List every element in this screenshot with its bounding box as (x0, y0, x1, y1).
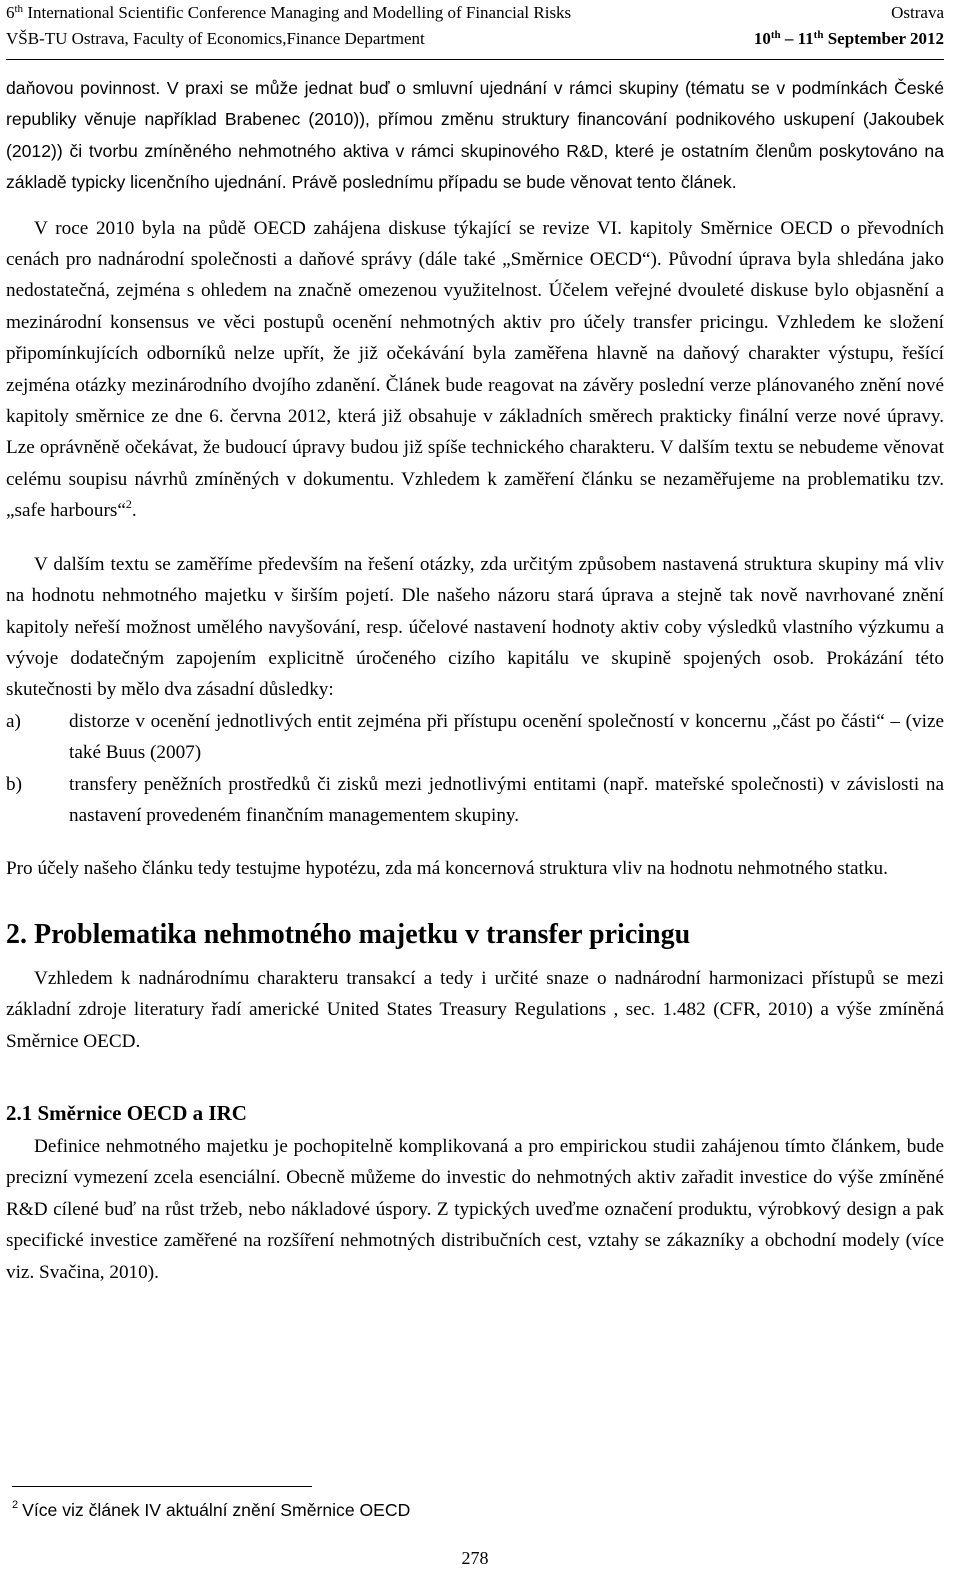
page (6, 0, 944, 1568)
date-day-start: 10 (753, 29, 771, 48)
header-right (754, 0, 944, 52)
header-divider (6, 59, 944, 60)
date-month-year: September 2012 (827, 29, 944, 48)
paragraph-4: Pro účely našeho článku tedy testujme hypotézu, zda má koncernová struktura vliv na hodnotu nehmotného statku. (6, 858, 888, 880)
date-suffix-end: th (813, 29, 824, 41)
subsection-heading: 2.1 Směrnice OECD a IRC (6, 1100, 247, 1125)
page-number: 278 (461, 1548, 489, 1568)
footnote-text: Více viz článek IV aktuální znění Směrnice OECD (22, 1500, 411, 1520)
conference-number: 6 (6, 3, 15, 22)
date-dash: – (784, 29, 794, 48)
footnote-number: 2 (12, 1499, 19, 1511)
paragraph-6: Definice nehmotného majetku je pochopitelně komplikovaná a pro empirickou studii zahájenou tímto článkem, bude precizní vymezení zcela esenciální. Obecně můžeme do investic do nehmotných aktiv zařadit investice do výše zmíněné R&D cílené buď na růst tržeb, nebo nákladové úspory. Z typických uveďme označení produktu, výrobkový design a pak specifické investice zaměřené na rozšíření nehmotných distribučních cest, vztahy se zákazníky a obchodní modely (více viz. Svačina, 2010). (6, 1135, 944, 1283)
conference-number-suffix: th (14, 3, 24, 15)
date-day-end: 11 (797, 29, 814, 48)
consequence-list (6, 706, 944, 832)
paragraph-2-end: . (131, 500, 137, 522)
header-left (6, 0, 571, 52)
list-item-text: distorze v ocenění jednotlivých entit zejména při přístupu ocenění společností v koncernu „část po části“ – (vize také Buus (2007) (69, 710, 944, 764)
conference-name: International Scientific Conference Managing and Modelling of Financial Risks (27, 3, 572, 22)
list-item-text: transfery peněžních prostředků či zisků mezi jednotlivými entitami (např. mateřské společnosti) v závislosti na nastavení provedeném finančním managementem skupiny. (69, 773, 944, 826)
footnote-divider (12, 1486, 312, 1487)
conference-date (754, 26, 944, 52)
paragraph-3: V dalším textu se zaměříme především na řešení otázky, zda určitým způsobem nastavená struktura skupiny má vliv na hodnotu nehmotného majetku v širším pojetí. Dle našeho názoru stará úprava a stejně tak nově navrhované znění kapitoly neřeší možnost umělého navyšování, resp. účelové nastavení hodnoty aktiv coby výsledků vlastního výzkumu a vývoje dodatečným zapojením explicitně úročeného cizího kapitálu ve skupině spojených osob. Prokázání této skutečnosti by mělo dva zásadní důsledky: (6, 553, 944, 701)
footnote-reference: 2 (125, 497, 132, 512)
date-suffix-start: th (770, 29, 781, 41)
paragraph-1: daňovou povinnost. V praxi se může jednat buď o smluvní ujednání v rámci skupiny (tématu se v podmínkách České republiky věnuje například Brabenec (2010)), přímou změnu struktury financování podnikového uskupení (Jakoubek (2012)) či tvorbu zmíněného nehmotného aktiva v rámci skupinového R&D, které je ostatním členům poskytováno na základě typicky licenčního ujednání. Právě poslednímu případu se bude věnovat tento článek. (6, 78, 944, 193)
article-body (6, 73, 944, 1288)
conference-city: Ostrava (891, 3, 944, 22)
paragraph-2 (6, 213, 944, 527)
list-marker: a) (6, 710, 21, 732)
conference-title (6, 0, 571, 26)
list-item (6, 706, 944, 769)
institution: VŠB-TU Ostrava, Faculty of Economics,Finance Department (6, 29, 425, 48)
footnote (12, 1498, 410, 1522)
list-item (6, 769, 944, 832)
running-header (6, 0, 944, 56)
list-marker: b) (6, 773, 22, 795)
paragraph-5: Vzhledem k nadnárodnímu charakteru transakcí a tedy i určité snaze o nadnárodní harmonizaci přístupů se mezi základní zdroje literatury řadí americké United States Treasury Regulations , sec. 1.482 (CFR, 2010) a výše zmíněná Směrnice OECD. (6, 967, 944, 1052)
paragraph-2-text: V roce 2010 byla na půdě OECD zahájena diskuse týkající se revize VI. kapitoly Směrnice OECD o převodních cenách pro nadnárodní společnosti a daňové správy (dále také „Směrnice OECD“). Původní úprava byla shledána jako nedostatečná, zejména s ohledem na značně omezenou využitelnost. Účelem veřejné dvouleté diskuse bylo objasnění a mezinárodní konsensus ve věci postupů ocenění nehmotných aktiv pro účely transfer pricingu. Vzhledem ke složení připomínkujících odborníků nelze upřít, že již očekávání byla zaměřena hlavně na daňový charakter výstupu, řešící zejména otázky mezinárodního dvojího zdanění. Článek bude reagovat na závěry poslední verze plánovaného znění nové kapitoly směrnice ze dne 6. června 2012, která již obsahuje v základních směrech prakticky finální verze nové úpravy. Lze oprávněně očekávat, že budoucí úpravy budou již spíše technického charakteru. V dalším textu se nebudeme věnovat celému soupisu návrhů zmíněných v dokumentu. Vzhledem k zaměření článku se nezaměřujeme na problematiku tzv. „safe harbours“ (6, 217, 944, 522)
section-heading: 2. Problematika nehmotného majetku v transfer pricingu (6, 918, 691, 950)
